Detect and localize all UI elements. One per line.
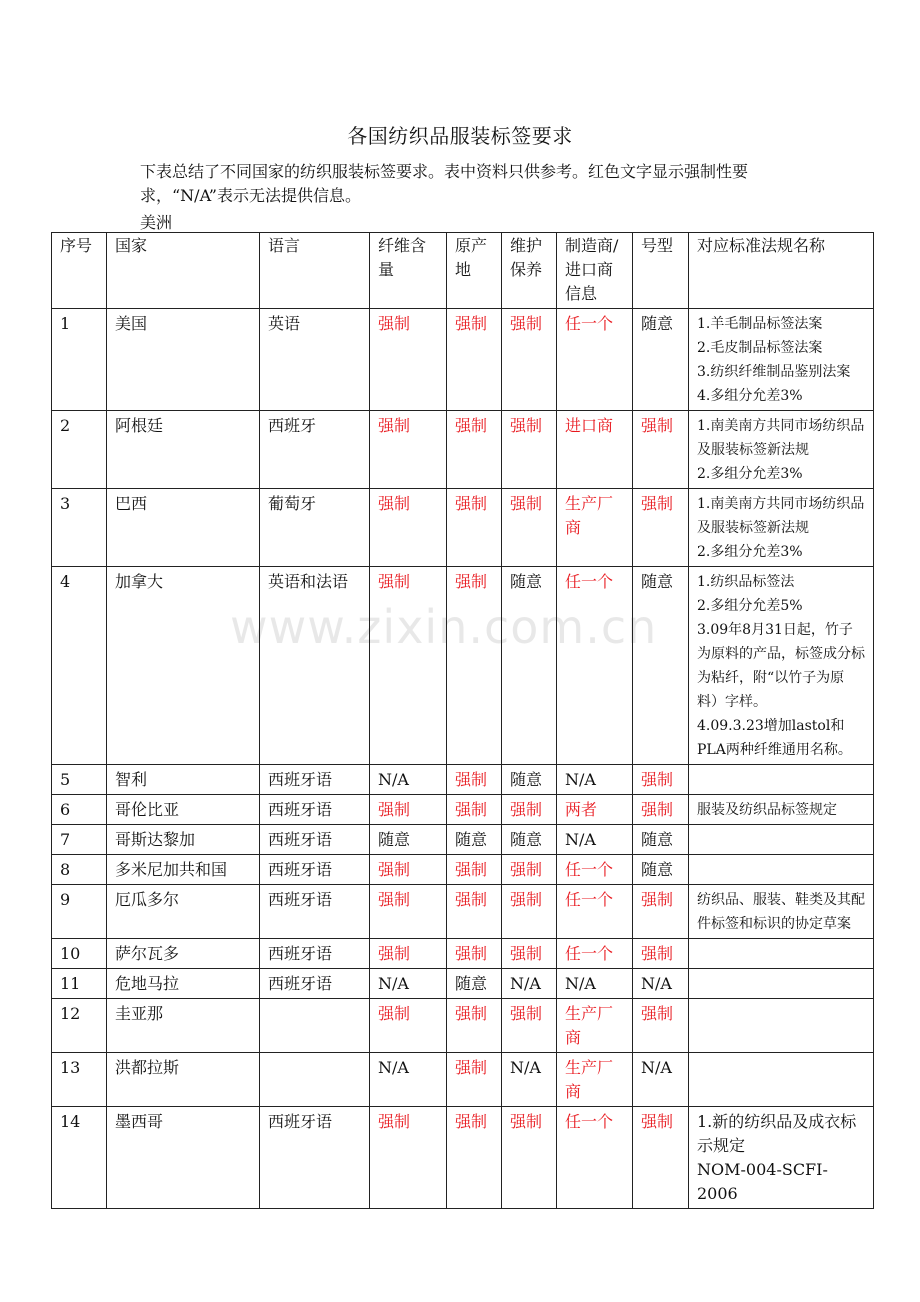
region-label: 美洲 <box>140 213 173 232</box>
manufacturer-cell: 生产厂商 <box>557 999 633 1053</box>
standard-item: 2.多组分允差5% <box>697 598 803 614</box>
country-cell: 加拿大 <box>107 567 260 765</box>
language-cell: 西班牙语 <box>260 1107 370 1209</box>
standard-item: 1.南美南方共同市场纺织品及服装标签新法规 <box>697 418 865 458</box>
standards-cell <box>689 567 874 765</box>
table-row <box>52 969 874 999</box>
origin-cell: 强制 <box>447 489 502 567</box>
manufacturer-cell: 进口商 <box>557 411 633 489</box>
size-cell: 强制 <box>633 999 689 1053</box>
language-cell: 西班牙语 <box>260 765 370 795</box>
origin-cell: 随意 <box>447 969 502 999</box>
table-row <box>52 1053 874 1107</box>
standards-cell <box>689 885 874 939</box>
country-cell: 美国 <box>107 309 260 411</box>
row-number-cell: 8 <box>52 855 107 885</box>
table-header-row <box>52 233 874 309</box>
care-cell: 随意 <box>502 567 557 765</box>
manufacturer-cell: 生产厂商 <box>557 1053 633 1107</box>
fiber-content-cell: 强制 <box>370 999 447 1053</box>
fiber-content-cell: 强制 <box>370 855 447 885</box>
row-number-cell: 12 <box>52 999 107 1053</box>
size-cell: 随意 <box>633 855 689 885</box>
country-cell: 危地马拉 <box>107 969 260 999</box>
origin-cell: 强制 <box>447 885 502 939</box>
country-cell: 智利 <box>107 765 260 795</box>
fiber-content-cell: 随意 <box>370 825 447 855</box>
row-number-cell: 3 <box>52 489 107 567</box>
table-row <box>52 411 874 489</box>
care-cell: 强制 <box>502 309 557 411</box>
table-row <box>52 939 874 969</box>
origin-cell: 强制 <box>447 999 502 1053</box>
size-cell: 强制 <box>633 1107 689 1209</box>
header-no: 序号 <box>52 233 107 309</box>
standard-item: 纺织品、服装、鞋类及其配件标签和标识的协定草案 <box>697 892 865 932</box>
standard-item: 3.09年8月31日起，竹子为原料的产品，标签成分标为粘纤，附“以竹子为原料）字样。 <box>697 622 865 710</box>
row-number-cell: 7 <box>52 825 107 855</box>
standards-cell <box>689 795 874 825</box>
country-cell: 洪都拉斯 <box>107 1053 260 1107</box>
country-cell: 墨西哥 <box>107 1107 260 1209</box>
language-cell: 英语 <box>260 309 370 411</box>
origin-cell: 强制 <box>447 939 502 969</box>
care-cell: N/A <box>502 1053 557 1107</box>
language-cell: 西班牙语 <box>260 795 370 825</box>
standard-item: NOM-004-SCFI-2006 <box>697 1160 828 1203</box>
standard-item: 4.09.3.23增加lastol和PLA两种纤维通用名称。 <box>697 718 852 758</box>
table-row <box>52 567 874 765</box>
standard-item: 1.南美南方共同市场纺织品及服装标签新法规 <box>697 496 865 536</box>
row-number-cell: 9 <box>52 885 107 939</box>
fiber-content-cell: 强制 <box>370 309 447 411</box>
care-cell: 强制 <box>502 885 557 939</box>
care-cell: N/A <box>502 969 557 999</box>
table-row <box>52 999 874 1053</box>
standards-cell <box>689 1053 874 1107</box>
fiber-content-cell: 强制 <box>370 795 447 825</box>
fiber-content-cell: 强制 <box>370 939 447 969</box>
care-cell: 强制 <box>502 939 557 969</box>
language-cell: 英语和法语 <box>260 567 370 765</box>
care-cell: 强制 <box>502 1107 557 1209</box>
standards-cell <box>689 825 874 855</box>
origin-cell: 强制 <box>447 567 502 765</box>
origin-cell: 强制 <box>447 1053 502 1107</box>
country-cell: 巴西 <box>107 489 260 567</box>
row-number-cell: 4 <box>52 567 107 765</box>
watermark: www.zixin.com.cn <box>230 600 658 654</box>
size-cell: 强制 <box>633 489 689 567</box>
country-cell: 厄瓜多尔 <box>107 885 260 939</box>
header-standards: 对应标准法规名称 <box>689 233 874 309</box>
row-number-cell: 1 <box>52 309 107 411</box>
standards-cell <box>689 1107 874 1209</box>
country-cell: 萨尔瓦多 <box>107 939 260 969</box>
care-cell: 随意 <box>502 765 557 795</box>
manufacturer-cell: 任一个 <box>557 855 633 885</box>
table-row <box>52 489 874 567</box>
standard-item: 2.多组分允差3% <box>697 544 803 560</box>
standard-item: 1.羊毛制品标签法案 <box>697 316 823 332</box>
language-cell: 西班牙语 <box>260 885 370 939</box>
language-cell: 葡萄牙 <box>260 489 370 567</box>
header-manufacturer: 制造商/进口商信息 <box>557 233 633 309</box>
size-cell: 随意 <box>633 825 689 855</box>
manufacturer-cell: N/A <box>557 765 633 795</box>
size-cell: 强制 <box>633 885 689 939</box>
origin-cell: 强制 <box>447 855 502 885</box>
fiber-content-cell: N/A <box>370 969 447 999</box>
standards-cell <box>689 999 874 1053</box>
table-row <box>52 309 874 411</box>
label-requirements-table <box>51 232 874 1209</box>
standard-item: 服装及纺织品标签规定 <box>697 802 837 818</box>
manufacturer-cell: N/A <box>557 825 633 855</box>
row-number-cell: 6 <box>52 795 107 825</box>
standard-item: 3.纺织纤维制品鉴别法案 <box>697 364 851 380</box>
header-country: 国家 <box>107 233 260 309</box>
standards-cell <box>689 855 874 885</box>
standard-item: 2.毛皮制品标签法案 <box>697 340 823 356</box>
table-row <box>52 795 874 825</box>
table-row <box>52 765 874 795</box>
table-row <box>52 885 874 939</box>
country-cell: 圭亚那 <box>107 999 260 1053</box>
size-cell: 强制 <box>633 765 689 795</box>
table-body <box>52 309 874 1209</box>
standard-item: 2.多组分允差3% <box>697 466 803 482</box>
fiber-content-cell: 强制 <box>370 567 447 765</box>
manufacturer-cell: 任一个 <box>557 939 633 969</box>
size-cell: 强制 <box>633 411 689 489</box>
origin-cell: 强制 <box>447 1107 502 1209</box>
standards-cell <box>689 969 874 999</box>
manufacturer-cell: 任一个 <box>557 1107 633 1209</box>
language-cell <box>260 1053 370 1107</box>
row-number-cell: 10 <box>52 939 107 969</box>
standard-item: 1.新的纺织品及成衣标示规定 <box>697 1112 857 1155</box>
row-number-cell: 13 <box>52 1053 107 1107</box>
origin-cell: 强制 <box>447 795 502 825</box>
document-title: 各国纺织品服装标签要求 <box>347 124 573 148</box>
country-cell: 哥伦比亚 <box>107 795 260 825</box>
row-number-cell: 11 <box>52 969 107 999</box>
header-fiber-content: 纤维含量 <box>370 233 447 309</box>
care-cell: 强制 <box>502 999 557 1053</box>
size-cell: N/A <box>633 1053 689 1107</box>
origin-cell: 强制 <box>447 765 502 795</box>
manufacturer-cell: 两者 <box>557 795 633 825</box>
language-cell: 西班牙语 <box>260 825 370 855</box>
row-number-cell: 2 <box>52 411 107 489</box>
manufacturer-cell: 任一个 <box>557 309 633 411</box>
standards-cell <box>689 765 874 795</box>
language-cell: 西班牙语 <box>260 939 370 969</box>
size-cell: 随意 <box>633 567 689 765</box>
manufacturer-cell: 生产厂商 <box>557 489 633 567</box>
origin-cell: 随意 <box>447 825 502 855</box>
language-cell <box>260 999 370 1053</box>
size-cell: 随意 <box>633 309 689 411</box>
manufacturer-cell: 任一个 <box>557 567 633 765</box>
country-cell: 多米尼加共和国 <box>107 855 260 885</box>
language-cell: 西班牙 <box>260 411 370 489</box>
header-language: 语言 <box>260 233 370 309</box>
standards-cell <box>689 309 874 411</box>
origin-cell: 强制 <box>447 411 502 489</box>
language-cell: 西班牙语 <box>260 969 370 999</box>
header-size: 号型 <box>633 233 689 309</box>
table-row <box>52 855 874 885</box>
country-cell: 哥斯达黎加 <box>107 825 260 855</box>
language-cell: 西班牙语 <box>260 855 370 885</box>
fiber-content-cell: 强制 <box>370 885 447 939</box>
fiber-content-cell: 强制 <box>370 489 447 567</box>
origin-cell: 强制 <box>447 309 502 411</box>
table-row <box>52 1107 874 1209</box>
country-cell: 阿根廷 <box>107 411 260 489</box>
size-cell: 强制 <box>633 939 689 969</box>
manufacturer-cell: N/A <box>557 969 633 999</box>
standards-cell <box>689 411 874 489</box>
care-cell: 强制 <box>502 489 557 567</box>
standards-cell <box>689 489 874 567</box>
manufacturer-cell: 任一个 <box>557 885 633 939</box>
standard-item: 4.多组分允差3% <box>697 388 803 404</box>
size-cell: 强制 <box>633 795 689 825</box>
fiber-content-cell: N/A <box>370 1053 447 1107</box>
fiber-content-cell: 强制 <box>370 1107 447 1209</box>
header-care: 维护保养 <box>502 233 557 309</box>
table-row <box>52 825 874 855</box>
fiber-content-cell: N/A <box>370 765 447 795</box>
standards-cell <box>689 939 874 969</box>
standard-item: 1.纺织品标签法 <box>697 574 795 590</box>
size-cell: N/A <box>633 969 689 999</box>
care-cell: 强制 <box>502 855 557 885</box>
header-origin: 原产地 <box>447 233 502 309</box>
row-number-cell: 14 <box>52 1107 107 1209</box>
care-cell: 随意 <box>502 825 557 855</box>
care-cell: 强制 <box>502 795 557 825</box>
fiber-content-cell: 强制 <box>370 411 447 489</box>
row-number-cell: 5 <box>52 765 107 795</box>
care-cell: 强制 <box>502 411 557 489</box>
intro-paragraph: 下表总结了不同国家的纺织服装标签要求。表中资料只供参考。红色文字显示强制性要求，“N/A”表示无法提供信息。 <box>140 162 749 205</box>
